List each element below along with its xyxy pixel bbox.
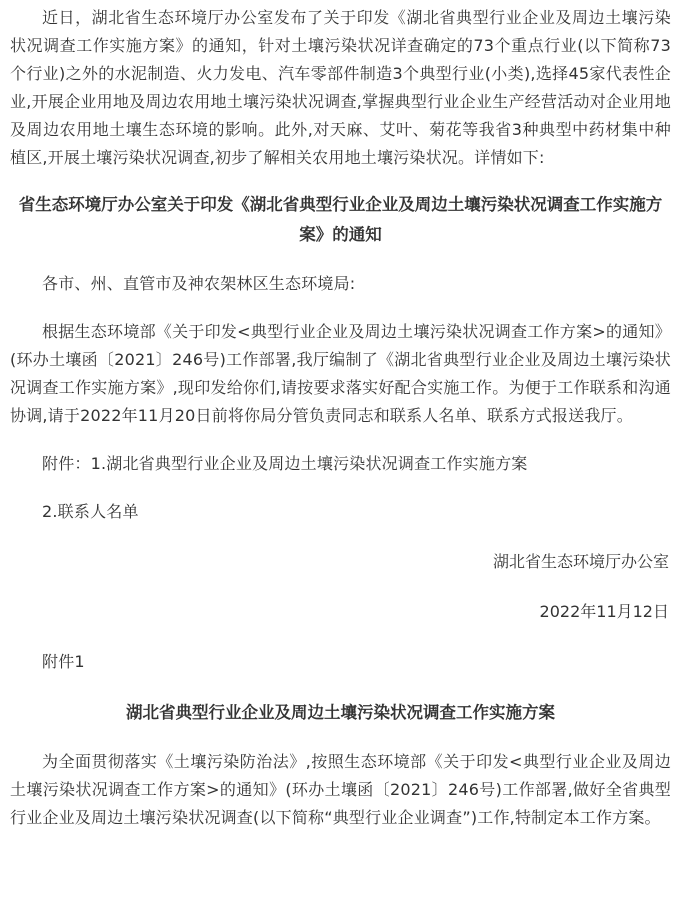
notice-title: 省生态环境厅办公室关于印发《湖北省典型行业企业及周边土壤污染状况调查工作实施方案》的通知 [18, 195, 663, 244]
salutation: 各市、州、直管市及神农架林区生态环境局: [42, 274, 356, 293]
notice-body: 根据生态环境部《关于印发<典型行业企业及周边土壤污染状况调查工作方案>的通知》(环办土壤函〔2021〕246号)工作部署,我厅编制了《湖北省典型行业企业及周边土壤污染状况调查工作实施方案》,现印发给你们,请按要求落实好配合实施工作。为便于工作联系和沟通协调,请于2022年11月20日前将你局分管负责同志和联系人名单、联系方式报送我厅。 [10, 322, 671, 425]
attachment-item-2: 2.联系人名单 [42, 502, 139, 521]
issue-date: 2022年11月12日 [539, 602, 669, 621]
intro-paragraph: 近日，湖北省生态环境厅办公室发布了关于印发《湖北省典型行业企业及周边土壤污染状况调查工作实施方案》的通知，针对土壤污染状况详查确定的73个重点行业(以下简称73个行业)之外的水泥制造、火力发电、汽车零部件制造3个典型行业(小类),选择45家代表性企业,开展企业用地及周边农用地土壤污染状况调查,掌握典型行业企业生产经营活动对企业用地及周边农用地土壤生态环境的影响。此外,对天麻、艾叶、菊花等我省3种典型中药材集中种植区,开展土壤污染状况调查,初步了解相关农用地土壤污染状况。详情如下: [10, 8, 671, 167]
plan-body: 为全面贯彻落实《土壤污染防治法》,按照生态环境部《关于印发<典型行业企业及周边土壤污染状况调查工作方案>的通知》(环办土壤函〔2021〕246号)工作部署,做好全省典型行业企业及周边土壤污染状况调查(以下简称“典型行业企业调查”)工作,特制定本工作方案。 [10, 752, 671, 827]
issuer-signature: 湖北省生态环境厅办公室 [492, 552, 669, 571]
appendix-label: 附件1 [42, 652, 85, 671]
attachment-item-1: 附件：1.湖北省典型行业企业及周边土壤污染状况调查工作实施方案 [42, 454, 528, 473]
plan-title: 湖北省典型行业企业及周边土壤污染状况调查工作实施方案 [126, 703, 555, 722]
